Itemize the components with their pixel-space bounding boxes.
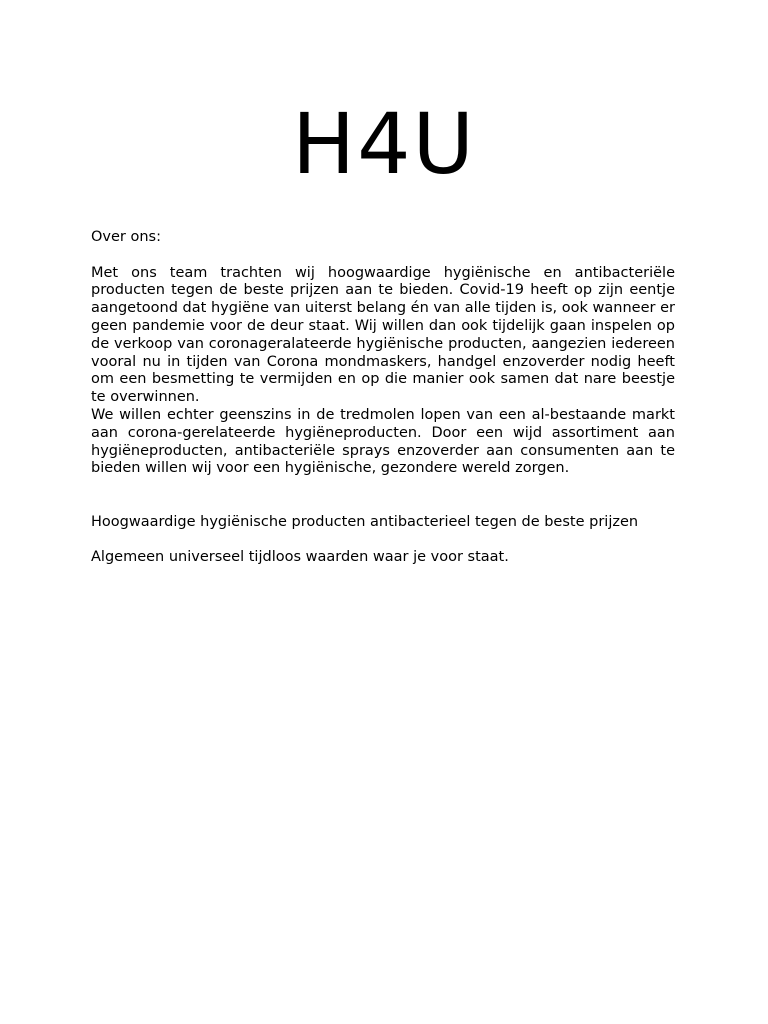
about-paragraph-2: We willen echter geenszins in de tredmolen lopen van een al-bestaande markt aan corona-gerelateerde hygiëneproducten. Door een wijd assortiment aan hygiëneproducten, antibacteriële sprays enzoverder aan consumenten aan te bieden willen wij voor een hygiënische, gezondere wereld zorgen. — [91, 406, 675, 477]
about-paragraph-1: Met ons team trachten wij hoogwaardige hygiënische en antibacteriële producten tegen de beste prijzen aan te bieden. Covid-19 heeft op zijn eentje aangetoond dat hygiëne van uiterst belang én van alle tijden is, ook wanneer er geen pandemie voor de deur staat. Wij willen dan ook tijdelijk gaan inspelen op de verkoop van coronageralateerde hygiënische producten, aangezien iedereen vooral nu in tijden van Corona mondmaskers, handgel enzoverder nodig heeft om een besmetting te vermijden en op die manier ook samen dat nare beestje te overwinnen. — [91, 264, 675, 406]
section-label: Over ons: — [91, 229, 161, 245]
values-text: Algemeen universeel tijdloos waarden waar je voor staat. — [91, 549, 509, 566]
document-title: H4U — [291, 95, 477, 193]
document-body — [91, 229, 675, 567]
tagline-text: Hoogwaardige hygiënische producten antibacterieel tegen de beste prijzen — [91, 513, 639, 530]
